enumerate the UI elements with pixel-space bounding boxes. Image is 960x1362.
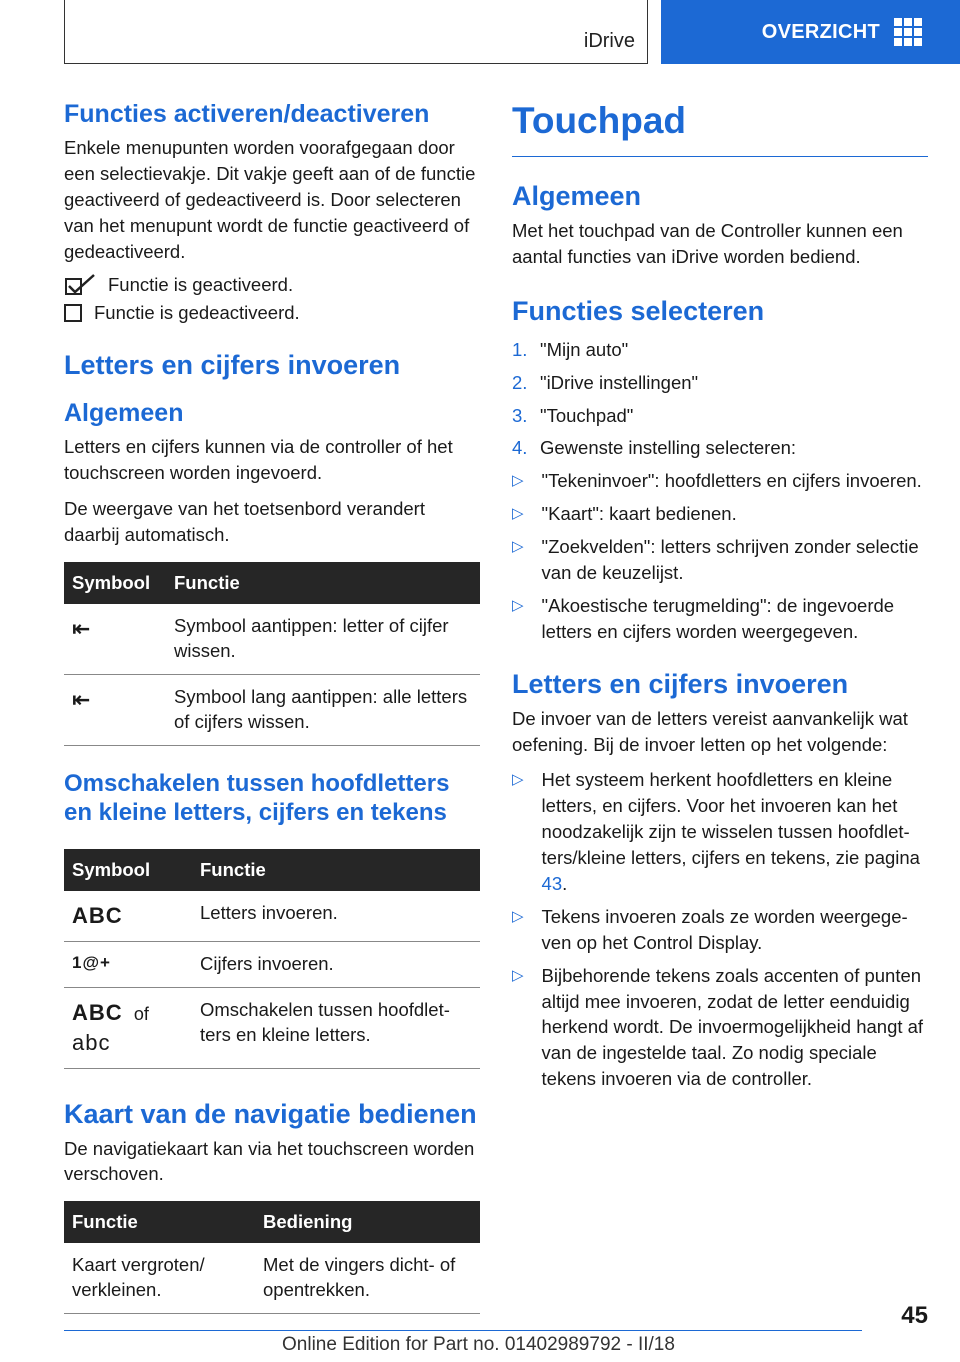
- triangle-bullet-icon: ▷: [512, 505, 524, 523]
- table-cell: Symbool aantippen: letter of cijfer wissen.: [166, 604, 480, 674]
- table-map: [64, 1201, 480, 1314]
- table-row: [64, 604, 480, 674]
- table-cell: [64, 988, 192, 1068]
- heading-switch: Omschakelen tussen hoofdletters en kleine letters, cijfers en tekens: [64, 769, 450, 826]
- heading-letters: Letters en cijfers invoeren: [64, 350, 401, 381]
- heading-select: Functies selecteren: [512, 295, 765, 326]
- header-frame: [64, 0, 648, 64]
- list-item: ▷ "Zoekvelden": letters schrijven zonder selectie van de keuzelijst.: [512, 534, 928, 586]
- list-item: 4. Gewenste instelling selecteren:: [512, 437, 797, 459]
- triangle-bullet-icon: ▷: [512, 771, 524, 789]
- footer-divider: [64, 1330, 862, 1331]
- table-header: Symbool: [64, 562, 166, 604]
- list-item: ▷ "Akoestische terugmelding": de ingevoerde letters en cijfers worden weergegeven.: [512, 593, 928, 645]
- list-item: ▷ Tekens invoeren zoals ze worden weergegeven op het Control Display.: [512, 904, 928, 956]
- backspace-icon: ⇤: [64, 674, 166, 745]
- abc-uppercase-icon: ABC: [64, 891, 192, 941]
- paragraph-general: Met het touchpad van de Controller kunnen een aantal functies van iDrive worden bediend.: [512, 220, 903, 267]
- backspace-icon: ⇤: [64, 604, 166, 674]
- activated-row: [64, 274, 480, 296]
- list-item: 1. "Mijn auto": [512, 338, 629, 360]
- table-row: [64, 891, 480, 941]
- abc-uppercase-icon: ABC: [72, 1000, 123, 1026]
- table-row: [64, 942, 480, 988]
- table-cell: Letters invoeren.: [192, 891, 480, 941]
- steps-list: [512, 337, 928, 462]
- paragraph-general1: Letters en cijfers kunnen via de controller of het touchscreen worden ingevoerd.: [64, 436, 453, 484]
- table-cell: Omschakelen tussen hoofdletters en kleine letters.: [192, 988, 480, 1068]
- table-cell: Met de vingers dicht- of opentrekken.: [255, 1243, 480, 1313]
- table-header: Symbool: [64, 849, 192, 891]
- paragraph-activate: Enkele menupunten worden voorafgegaan door een selectievakje. Dit vakje geeft aan of de functie geactiveerd of gedeactiveerd is. Door selecteren van het menupunt wordt de functie geactiveerd of gedeactiveerd.: [64, 137, 476, 262]
- hints-list: [512, 767, 928, 1092]
- heading-general: Algemeen: [512, 181, 642, 211]
- left-column: [64, 100, 480, 1338]
- heading-letters: Letters en cijfers invoeren: [512, 668, 849, 699]
- table-cell: Cijfers invoeren.: [192, 942, 480, 988]
- checkbox-checked-icon: [64, 274, 96, 296]
- heading-map: Kaart van de navigatie bedienen: [64, 1098, 477, 1129]
- list-item: ▷ "Tekeninvoer": hoofdletters en cijfers invoeren.: [512, 468, 928, 494]
- page-link[interactable]: 43: [541, 873, 563, 895]
- list-item: ▷ Bijbehorende tekens zoals accenten of punten altijd mee invoeren, zodat de letter eenduidig herkend wordt. De invoermogelijkheid hangt af van de ingestelde taal. Zo nodig speciale tekens invoeren via de controller.: [512, 963, 928, 1092]
- table-header: Functie: [192, 849, 480, 891]
- list-item: 2. "iDrive instellingen": [512, 371, 699, 393]
- triangle-bullet-icon: ▷: [512, 966, 524, 984]
- table-header: Functie: [166, 562, 480, 604]
- triangle-bullet-icon: ▷: [512, 596, 524, 614]
- list-item: ▷ "Kaart": kaart bedienen.: [512, 501, 928, 527]
- deactivated-label: Functie is gedeactiveerd.: [94, 302, 300, 324]
- table-cell: Symbool lang aantippen: alle letters of cijfers wissen.: [166, 674, 480, 745]
- numbers-symbols-icon: 1@+: [64, 942, 192, 988]
- paragraph-map: De navigatiekaart kan via het touchscreen worden verschoven.: [64, 1137, 475, 1185]
- table-row: [64, 674, 480, 745]
- or-label: of: [133, 1004, 149, 1025]
- table-delete-symbols: [64, 562, 480, 746]
- overview-button[interactable]: [661, 0, 960, 64]
- sub-options-list: [512, 468, 928, 644]
- overview-label: OVERZICHT: [761, 20, 880, 43]
- heading-touchpad: Touchpad: [512, 100, 928, 157]
- heading-general: Algemeen: [64, 399, 184, 428]
- right-column: [512, 100, 928, 1099]
- page-number: 45: [901, 1302, 928, 1329]
- table-cell: Kaart vergroten/ verkleinen.: [64, 1243, 255, 1313]
- heading-activate: Functies activeren/deactiveren: [64, 100, 430, 128]
- table-switch-symbols: [64, 849, 480, 1068]
- list-item: ▷ Het systeem herkent hoofdletters en kleine letters, en cijfers. Voor het invoeren kan het noodzakelijk zijn te wisselen tussen hoofdletters/kleine letters, cijfers en tekens, zie pagina 43.: [512, 767, 928, 896]
- paragraph-general2: De weergave van het toetsenbord verandert daarbij automatisch.: [64, 498, 425, 546]
- triangle-bullet-icon: ▷: [512, 472, 524, 490]
- table-row: [64, 1243, 480, 1313]
- list-item: 3. "Touchpad": [512, 404, 634, 426]
- table-header: Bediening: [255, 1201, 480, 1243]
- table-row: [64, 988, 480, 1068]
- grid-icon: [894, 18, 922, 46]
- paragraph-letters: De invoer van de letters vereist aanvankelijk wat oefening. Bij de invoer letten op het volgende:: [512, 707, 908, 755]
- section-title: iDrive: [583, 30, 635, 52]
- activated-label: Functie is geactiveerd.: [108, 274, 294, 296]
- triangle-bullet-icon: ▷: [512, 538, 524, 556]
- abc-lowercase-icon: abc: [72, 1029, 111, 1055]
- triangle-bullet-icon: ▷: [512, 907, 524, 925]
- table-header: Functie: [64, 1201, 255, 1243]
- footer-text: Online Edition for Part no. 01402989792 - II/18: [282, 1334, 675, 1355]
- checkbox-empty-icon: [64, 304, 82, 322]
- deactivated-row: [64, 302, 480, 324]
